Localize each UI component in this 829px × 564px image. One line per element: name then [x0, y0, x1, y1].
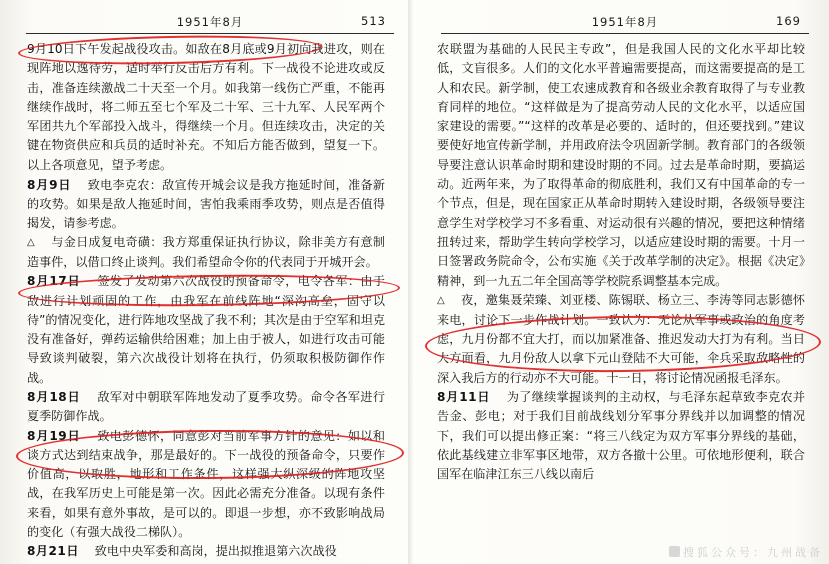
- entry-date: 8月19日: [27, 428, 81, 443]
- watermark: [669, 544, 823, 560]
- right-header-rule: [441, 33, 809, 34]
- diary-entry: [27, 272, 385, 388]
- left-header-date: 1951年8月: [176, 15, 244, 29]
- diary-entry: [27, 427, 385, 543]
- right-page-number: 169: [776, 14, 801, 28]
- diary-entry: [27, 542, 385, 561]
- watermark-text: 搜狐公众号：九州战备: [683, 546, 823, 559]
- triangle-bullet-icon: △: [27, 237, 35, 249]
- paragraph: 农联盟为基础的人民民主专政”，但是我国人民的文化水平却比较低，文盲很多。人们的文化水平普遍需要提高，而这需要提高的是工人和农民。新学制，使工农速成教育和各级业余教育取得了与专业教育同样的地位。“这样做是为了提高劳动人民的文化水平，以适应国家建设的需要。”“这样的改革是必要的、适时的，但还要找到。”建议要使好地宣传新学制，并用政府法令巩固新学制。教育部门的各级领导要注意认识革命时期和建设时期的不同。过去是革命时期，要搞运动。近两年来，为了取得革命的彻底胜利，我们又有中国革命的专一个节点，但是，现在国家正从革命时期转入建设时期，各级领导要注意学生对学校学习不多看重、对运动很有兴趣的情况，要把这种情绪扭转过来，帮助学生转向学校学习，以适应建设时期的需要。十月一日签署政务院命令，公布实施《关于改革学制的决定》。根据《决定》精神，到一九五二年全国高等学校院系调整基本完成。: [437, 42, 805, 288]
- entry-date: 8月9日: [27, 177, 72, 192]
- right-header-date: 1951年8月: [591, 15, 659, 29]
- left-page-body: [27, 40, 385, 562]
- entry-text: 致电李克农：敌宣传开城会议是我方拖延时间，准备新的攻势。如果是敌人拖延时间，害怕我乘雨季攻势，则点是否值得揭发，请参考虑。: [27, 177, 385, 231]
- watermark-icon: [669, 546, 680, 557]
- triangle-bullet-icon: △: [437, 295, 445, 307]
- entry-date: 8月21日: [27, 544, 79, 559]
- entry-text: 签发了发动第六次战役的预备命令，电令各军：由于敌进行计划顽固的工作，由我军在前线阵地“深沟高垒，固守以待”的情况变化，进行阵地攻坚战了我不利；其次是由于空军和坦克没有准备好，弹药运输供给困难；加上由于被人，如进行攻击可能导致谈判破裂，第六次战役计划将在执行，仍须取积极防御作作战。: [27, 274, 385, 385]
- diary-entry: [27, 388, 385, 427]
- entry-text: 与金日成复电奇磺：我方郑重保证执行协议，除非美方有意制造事件，以借口终止谈判。我们希望命令你的代表同于开城开会。: [27, 235, 385, 269]
- entry-text: 致电中央军委和高岗，提出拟推退第六次战役: [94, 544, 337, 559]
- entry-date: 8月11日: [437, 390, 491, 404]
- diary-entry: [27, 176, 385, 234]
- entry-text: 夜，邀集聂荣臻、刘亚楼、陈锡联、杨立三、李涛等同志影德怀来电，讨论下一步作战计划。一致认为：无论从军事或政治的角度考虑，九月份都不宜大打，而以加紧准备、推迟发动大打为有利。当日大方面看，九月份敌人以拿下元山登陆不大可能，伞兵采取敌略性的深入我后方的行动亦不大可能。十一日，将讨论情况函报毛泽东。: [437, 293, 805, 385]
- diary-entry: [437, 291, 805, 388]
- left-page: [0, 0, 414, 564]
- paragraph: 9月10日下午发起战役攻击。如敌在8月底或9月初向我进攻，则在现阵地以逸待劳，适时举行反击后方有利。下一战役不论进攻或反击，准备连续激战二十天至一个月。如我第一线伤亡严重，不能再继续作战时，将二师五至七个军及二十军、三十九军、人民军两个军团共九个军部投入战斗，得继续一个月。但连续攻击，决定的关键在物资供应和兵员的适时补充。不知后方能否做到，望复一下。以上各项意见，望予考虑。: [27, 42, 385, 172]
- entry-date: 8月17日: [27, 274, 81, 289]
- left-page-number: 513: [361, 14, 386, 28]
- diary-entry: [437, 388, 805, 484]
- right-page: [415, 0, 829, 564]
- left-header-rule: [26, 33, 394, 34]
- diary-entry: [27, 233, 385, 272]
- entry-text: 致电彭德怀，同意彭对当前军事方针的意见：如以和谈方式达到结束战争，那是最好的。下一战役的预备命令，只要作价值高，以取胜，地形和工作条件，这样强大纵深级的阵地攻坚战，在我军历史上可能是第一次。因此必需充分准备。以现有条件来看，如果有意外事故，是可以的。即退一步想，亦不致影响战局的变化（有强大战役二梯队）。: [27, 428, 385, 540]
- right-page-body: [437, 40, 805, 484]
- entry-text: 敌军对中朝联军阵地发动了夏季攻势。命令各军进行夏季防御作战。: [27, 390, 385, 424]
- entry-date: 8月18日: [27, 390, 81, 404]
- entry-text: 为了继续掌握谈判的主动权，与毛泽东起草致李克农并告金、彭电；对于我们目前战线划分军事分界线并以加调整的情况下，我们可以提出修正案：“将三八线定为双方军事分界线的基础，依此基线建立非军事区地带，双方各撤十公里。可依地形便利，联合国军在临津江东三八线以南后: [437, 390, 805, 482]
